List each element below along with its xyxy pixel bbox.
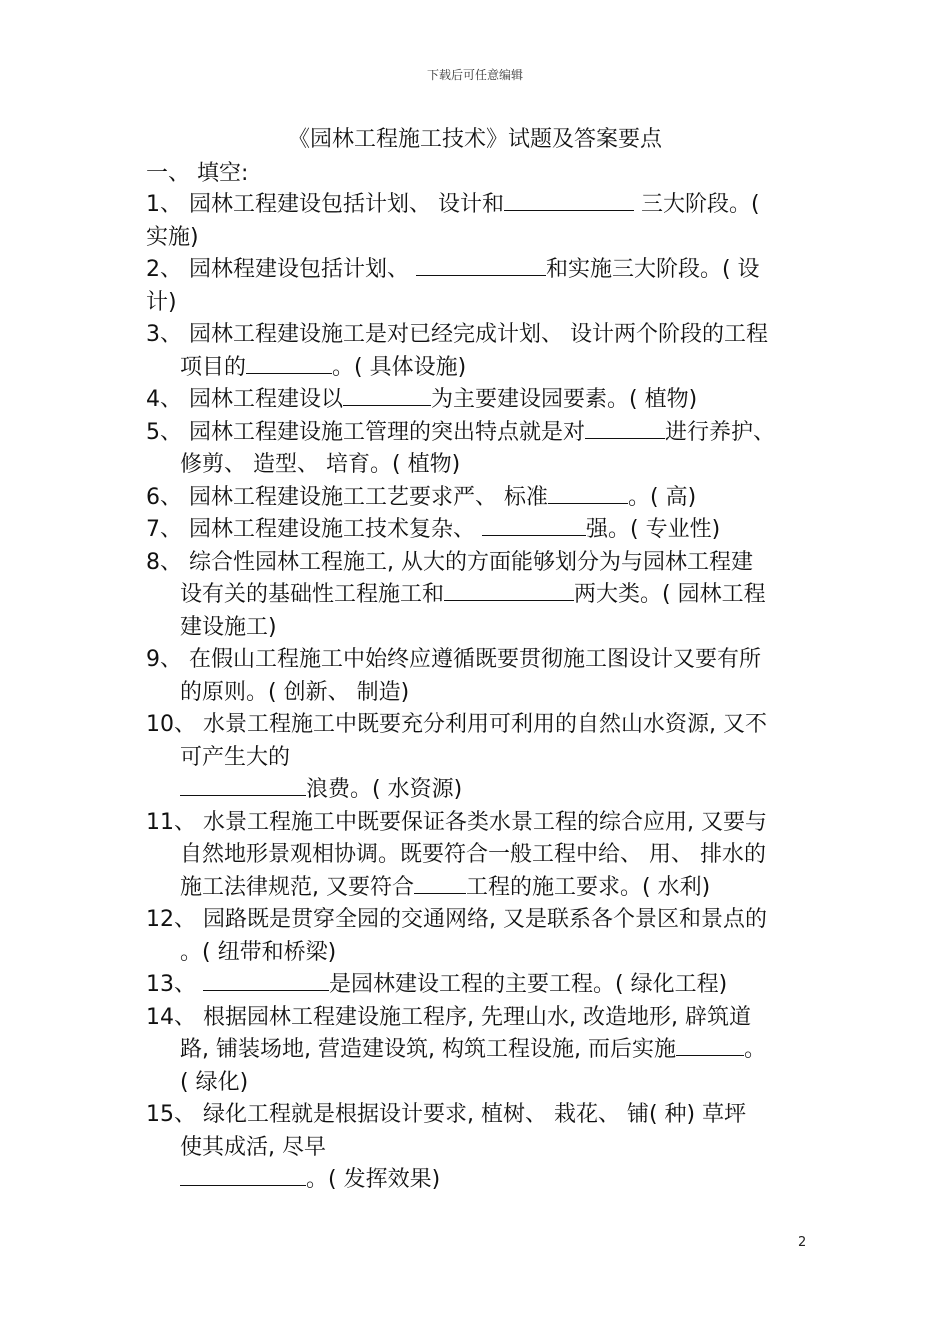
question-text: 14、 根据园林工程建设施工程序, 先理山水, 改造地形, 辟筑道 [146,1004,751,1030]
question-text: 9、 在假山工程施工中始终应遵循既要贯彻施工图设计又要有所 [146,647,761,672]
answer-text: 计) [146,289,177,315]
question-text: 11、 水景工程施工中既要保证各类水景工程的综合应用, 又要与 [146,809,767,835]
question-text: 可产生大的 [180,744,291,770]
question-13 [146,969,826,1002]
answer-text: 建设施工) [180,614,277,640]
question-8 [146,547,826,645]
answer-text: 工程的施工要求。( 水利) [466,874,711,900]
answer-text: 实施) [146,224,199,250]
question-text: 4、 园林工程建设以 [146,387,343,412]
question-14 [146,1002,826,1100]
question-5 [146,417,826,482]
answer-blank [414,873,466,894]
page-number: 2 [798,1235,807,1250]
answer-text: ( 绿化) [180,1069,249,1095]
answer-blank [504,190,634,211]
answer-blank [343,385,431,406]
question-text: 施工法律规范, 又要符合 [180,874,414,900]
answer-blank [416,255,546,276]
header-note: 下载后可任意编辑 [426,68,523,82]
question-text: 使其成活, 尽早 [180,1134,326,1160]
answer-text: 。( 高) [628,484,697,510]
question-text: 3、 园林工程建设施工是对已经完成计划、 设计两个阶段的工程 [146,322,768,347]
question-text: 和实施三大阶段。( 设 [545,257,760,282]
question-text: 设有关的基础性工程施工和 [180,582,445,607]
question-text: 自然地形景观相协调。既要符合一般工程中给、 用、 排水的 [180,842,766,867]
answer-text: 强。( 专业性) [586,517,721,542]
answer-blank [444,580,574,601]
section-heading: 一、 填空: [146,161,249,186]
answer-blank [180,775,306,796]
question-text: 三大阶段。( [634,192,760,217]
question-text: 10、 水景工程施工中既要充分利用可利用的自然山水资源, 又不 [146,712,767,737]
answer-text: 。( 发挥效果) [306,1167,441,1192]
answer-blank [548,483,628,504]
question-1 [146,189,826,254]
question-list [146,189,826,1197]
answer-text: 是园林建设工程的主要工程。( 绿化工程) [329,972,728,997]
page-title: 《园林工程施工技术》试题及答案要点 [287,127,662,152]
question-text: 。 [743,1037,766,1062]
question-15 [146,1099,826,1197]
question-text: 7、 园林工程建设施工技术复杂、 [146,517,482,542]
answer-blank [482,515,586,536]
question-text: 5、 园林工程建设施工管理的突出特点就是对 [146,419,585,445]
question-11 [146,807,826,905]
question-2 [146,254,826,319]
question-6 [146,482,826,515]
question-text: 8、 综合性园林工程施工, 从大的方面能够划分为与园林工程建 [146,549,753,575]
question-text: 为主要建设园要素。( 植物) [431,387,698,412]
question-9 [146,644,826,709]
question-text: 1、 园林工程建设包括计划、 设计和 [146,192,504,217]
question-text: 12、 园路既是贯穿全园的交通网络, 又是联系各个景区和景点的 [146,907,767,932]
question-text: 修剪、 造型、 培育。( 植物) [180,452,461,477]
question-text: 15、 绿化工程就是根据设计要求, 植树、 栽花、 铺( 种) 草坪 [146,1102,747,1127]
answer-text: 两大类。( 园林工程 [574,582,766,607]
answer-blank [246,353,332,374]
question-3 [146,319,826,384]
question-text: 项目的 [180,354,247,380]
question-text: 的原则。( 创新、 制造) [180,679,410,705]
question-text: 6、 园林工程建设施工工艺要求严、 标准 [146,484,548,510]
answer-blank [585,418,665,439]
question-12 [146,904,826,969]
answer-text: 。( 纽带和桥梁) [180,939,337,965]
question-7 [146,514,826,547]
question-text: 路, 铺装场地, 营造建设筑, 构筑工程设施, 而后实施 [180,1037,676,1062]
question-10 [146,709,826,807]
answer-blank [676,1035,744,1056]
question-text: 进行养护、 [665,419,776,445]
question-text: 13、 [146,972,203,997]
answer-blank [180,1165,306,1186]
answer-text: 浪费。( 水资源) [306,777,463,802]
answer-text: 。( 具体设施) [332,354,467,380]
question-4 [146,384,826,417]
answer-blank [203,970,329,991]
question-text: 2、 园林程建设包括计划、 [146,257,416,282]
